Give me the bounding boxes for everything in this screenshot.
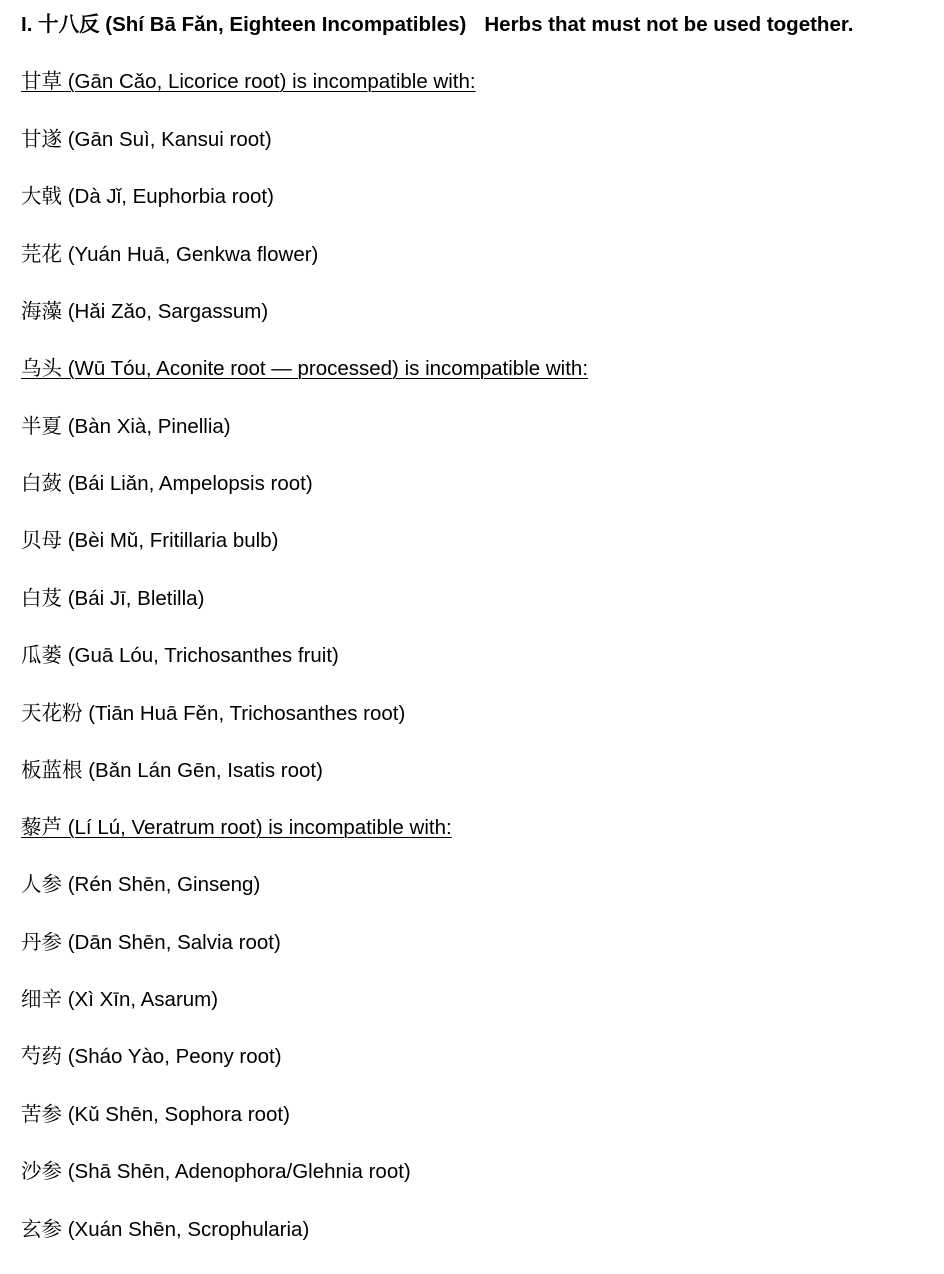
- subtitle-text: Herbs that must not be used together.: [484, 13, 854, 36]
- list-item: 瓜蒌 (Guā Lóu, Trichosanthes fruit): [21, 644, 339, 667]
- list-item: 玄参 (Xuán Shēn, Scrophularia): [21, 1218, 310, 1241]
- list-item: 芍药 (Sháo Yào, Peony root): [21, 1045, 282, 1068]
- list-item: 白芨 (Bái Jī, Bletilla): [21, 587, 205, 610]
- list-item: 白蔹 (Bái Liǎn, Ampelopsis root): [21, 472, 313, 495]
- list-item: 丹参 (Dān Shēn, Salvia root): [21, 931, 281, 954]
- list-item: 沙参 (Shā Shēn, Adenophora/Glehnia root): [21, 1160, 411, 1183]
- list-item: 板蓝根 (Bǎn Lán Gēn, Isatis root): [21, 759, 323, 782]
- list-item: 细辛 (Xì Xīn, Asarum): [21, 988, 219, 1011]
- list-item: 贝母 (Bèi Mǔ, Fritillaria bulb): [21, 529, 279, 552]
- group-header-aconite: 乌头 (Wū Tóu, Aconite root — processed) is incompatible with:: [21, 357, 589, 380]
- list-item: 苦参 (Kǔ Shēn, Sophora root): [21, 1103, 290, 1126]
- document-title: [21, 13, 853, 37]
- list-item: 大戟 (Dà Jǐ, Euphorbia root): [21, 185, 274, 208]
- list-item: 天花粉 (Tiān Huā Fěn, Trichosanthes root): [21, 702, 406, 725]
- list-item: 甘遂 (Gān Suì, Kansui root): [21, 128, 272, 151]
- list-item: 海藻 (Hǎi Zǎo, Sargassum): [21, 300, 269, 323]
- list-item: 芫花 (Yuán Huā, Genkwa flower): [21, 243, 319, 266]
- group-header-veratrum: 藜芦 (Lí Lú, Veratrum root) is incompatible with:: [21, 816, 452, 839]
- list-item: 半夏 (Bàn Xià, Pinellia): [21, 415, 231, 438]
- group-header-licorice: 甘草 (Gān Cǎo, Licorice root) is incompatible with:: [21, 70, 476, 93]
- list-item: 人参 (Rén Shēn, Ginseng): [21, 873, 261, 896]
- title-text: I. 十八反 (Shí Bā Fǎn, Eighteen Incompatibles): [21, 13, 467, 36]
